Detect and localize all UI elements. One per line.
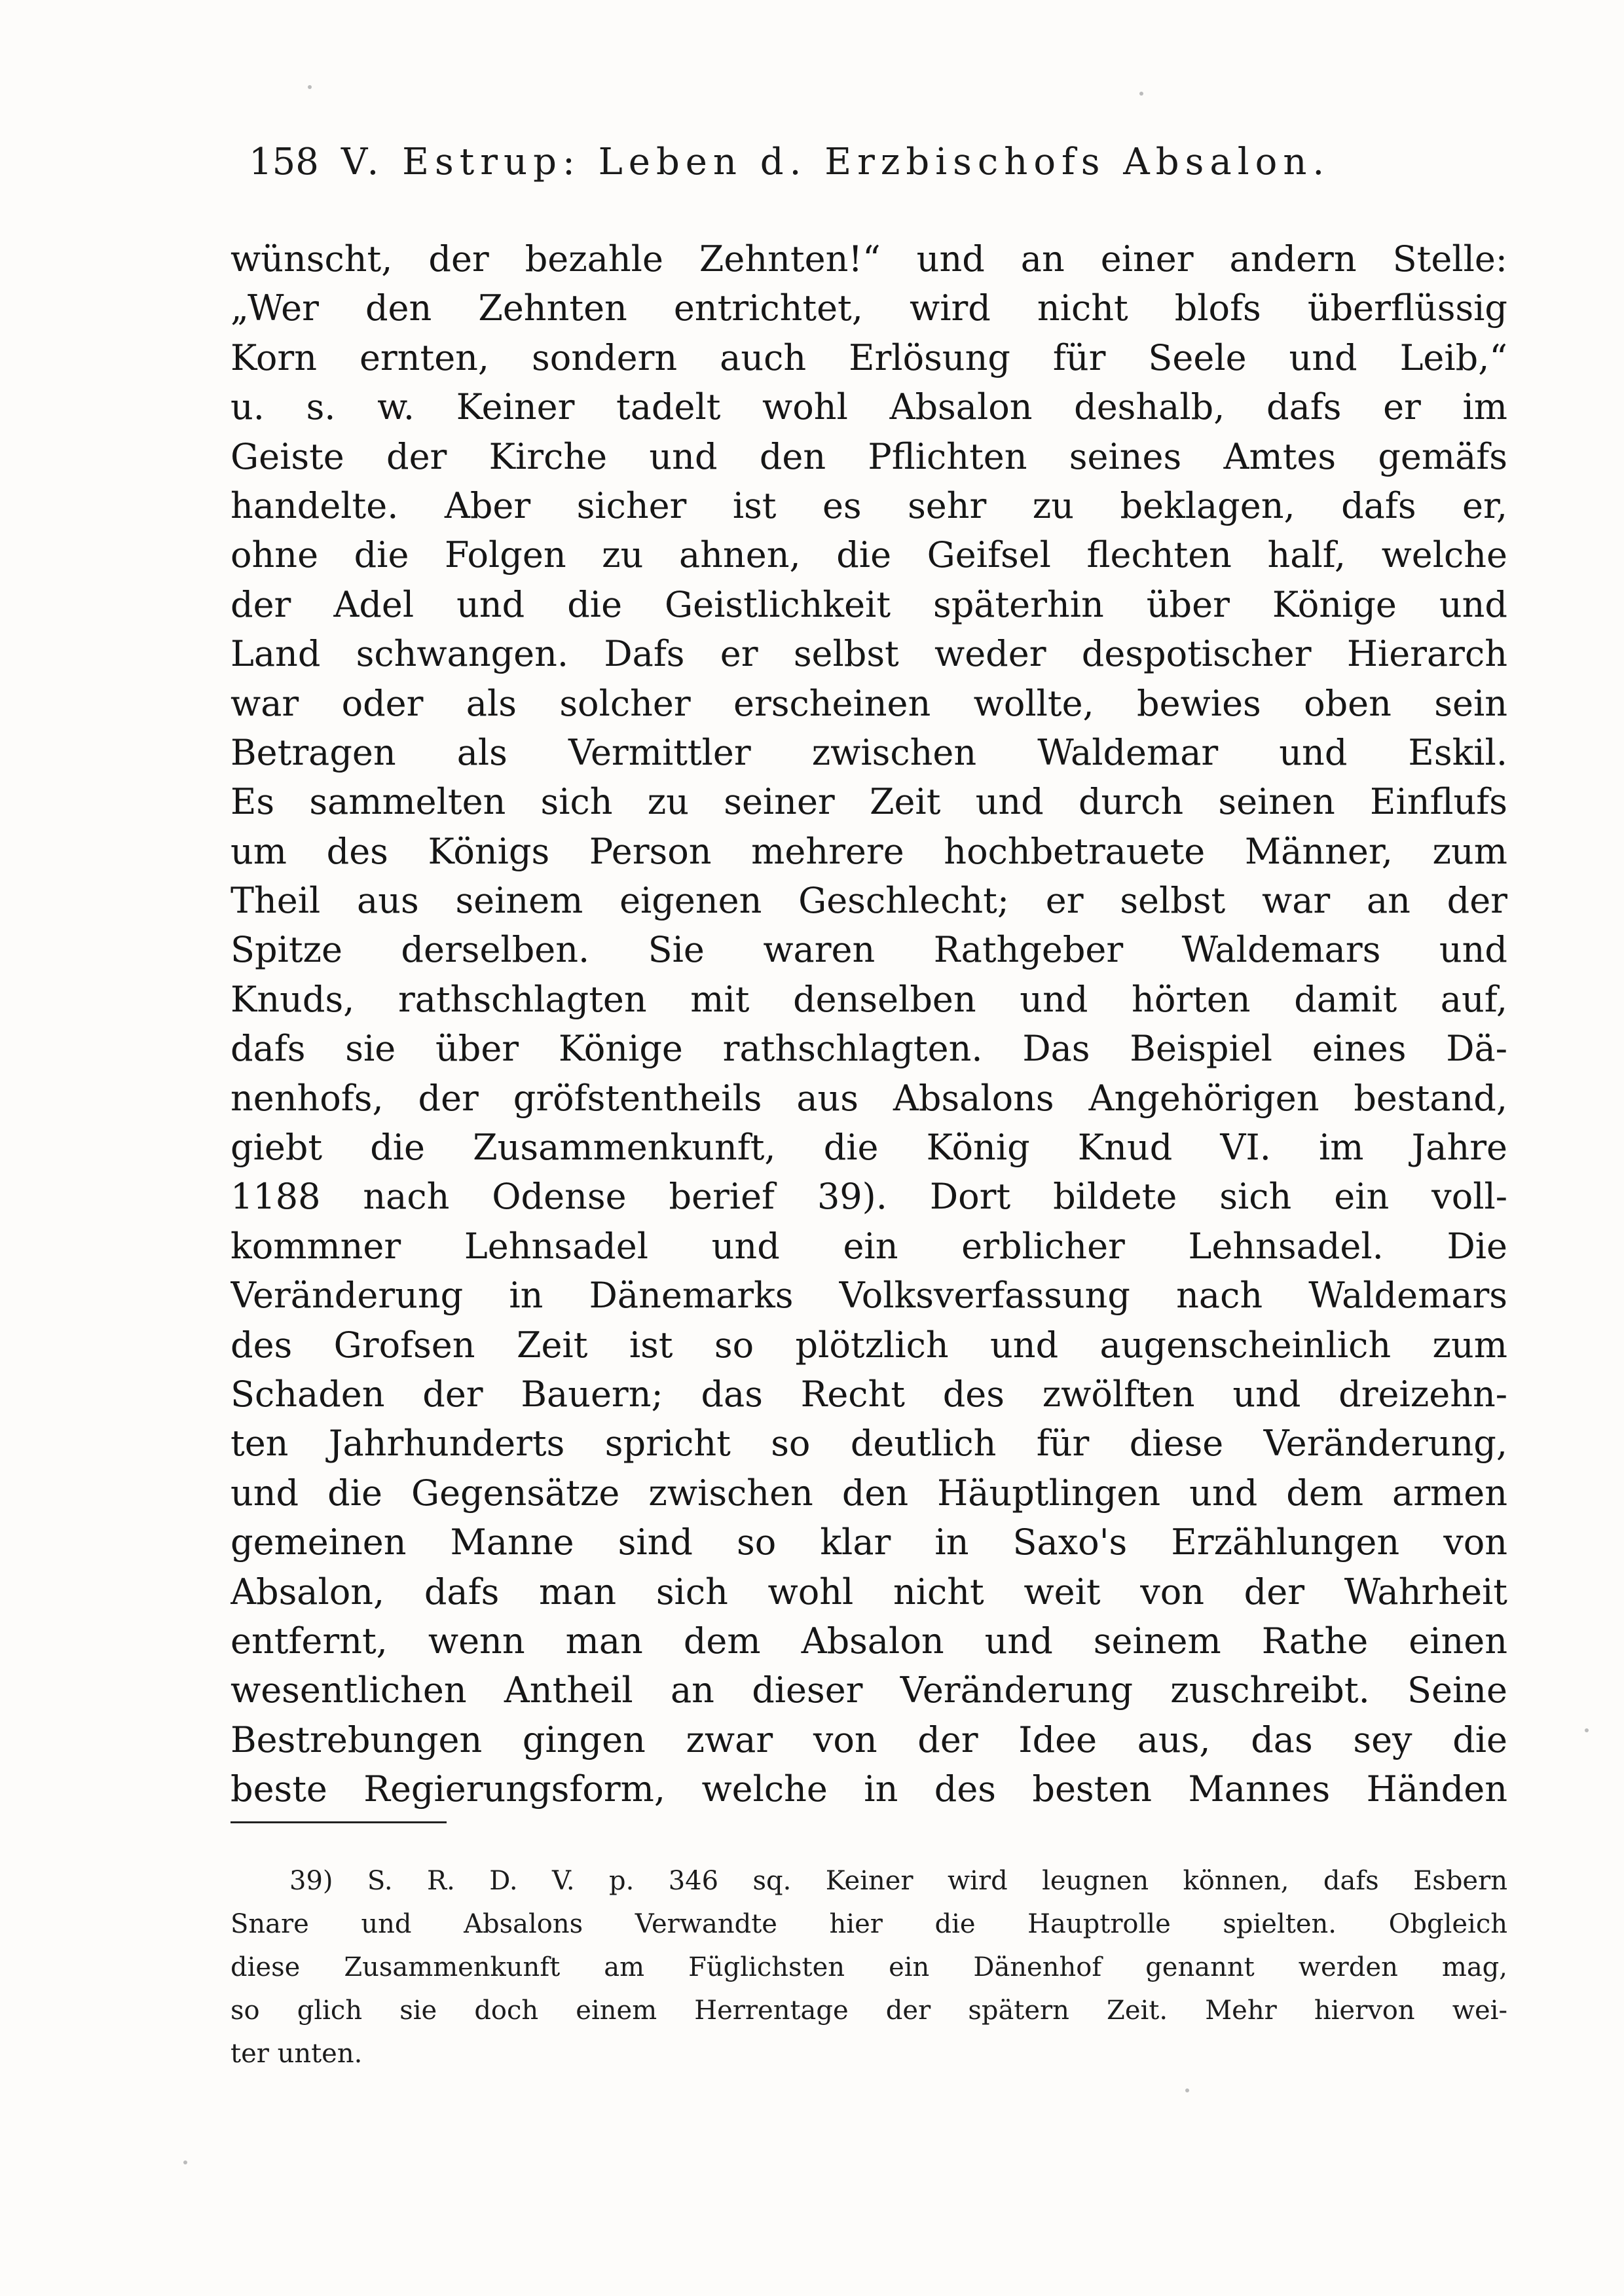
text-line: nenhofs, der gröfstentheils aus Absalons Angehörigen bestand, bbox=[231, 1077, 1507, 1119]
text-line: der Adel und die Geistlichkeit späterhin über Könige und bbox=[231, 583, 1507, 625]
text-line: Land schwangen. Dafs er selbst weder despotischer Hierarch bbox=[231, 633, 1507, 675]
text-line: Es sammelten sich zu seiner Zeit und durch seinen Einflufs bbox=[231, 781, 1507, 823]
text-line: Korn ernten, sondern auch Erlösung für Seele und Leib,“ bbox=[231, 337, 1507, 378]
text-line: des Grofsen Zeit ist so plötzlich und augenscheinlich zum bbox=[231, 1324, 1507, 1366]
text-line: wesentlichen Antheil an dieser Veränderung zuschreibt. Seine bbox=[231, 1669, 1507, 1711]
main-text bbox=[231, 234, 1507, 1814]
text-line: um des Königs Person mehrere hochbetrauete Männer, zum bbox=[231, 830, 1507, 872]
text-line: Theil aus seinem eigenen Geschlecht; er selbst war an der bbox=[231, 880, 1507, 922]
page-header bbox=[249, 141, 1513, 183]
text-line: Betragen als Vermittler zwischen Waldemar und Eskil. bbox=[231, 731, 1507, 773]
footnote-line: 39) S. R. D. V. p. 346 sq. Keiner wird leugnen können, dafs Esbern bbox=[289, 1866, 1507, 1896]
footnote-separator bbox=[231, 1821, 447, 1823]
text-line: kommner Lehnsadel und ein erblicher Lehnsadel. Die bbox=[231, 1225, 1507, 1267]
scan-speck bbox=[1185, 2088, 1189, 2092]
text-line: und die Gegensätze zwischen den Häuptlingen und dem armen bbox=[231, 1472, 1507, 1514]
footnotes bbox=[231, 1859, 1507, 2075]
text-line: 1188 nach Odense berief 39). Dort bildete sich ein voll- bbox=[231, 1176, 1507, 1218]
text-line: Bestrebungen gingen zwar von der Idee aus, das sey die bbox=[231, 1719, 1507, 1760]
footnote-line: diese Zusammenkunft am Füglichsten ein Dänenhof genannt werden mag, bbox=[231, 1952, 1507, 1982]
text-line: handelte. Aber sicher ist es sehr zu beklagen, dafs er, bbox=[231, 484, 1507, 526]
footnote-line: Snare und Absalons Verwandte hier die Hauptrolle spielten. Obgleich bbox=[231, 1909, 1507, 1939]
text-line: wünscht, der bezahle Zehnten!“ und an einer andern Stelle: bbox=[231, 238, 1507, 280]
footnote-line: ter unten. bbox=[231, 2039, 363, 2069]
scan-speck bbox=[1139, 92, 1143, 96]
text-line: dafs sie über Könige rathschlagten. Das Beispiel eines Dä- bbox=[231, 1028, 1507, 1070]
text-line: Geiste der Kirche und den Pflichten seines Amtes gemäfs bbox=[231, 435, 1507, 477]
scan-speck bbox=[183, 2160, 187, 2164]
text-line: beste Regierungsform, welche in des besten Mannes Händen bbox=[231, 1768, 1507, 1810]
footnote-line: so glich sie doch einem Herrentage der spätern Zeit. Mehr hiervon wei- bbox=[231, 1995, 1507, 2026]
text-line: „Wer den Zehnten entrichtet, wird nicht blofs überflüssig bbox=[231, 287, 1507, 329]
text-line: entfernt, wenn man dem Absalon und seinem Rathe einen bbox=[231, 1620, 1507, 1662]
text-line: Knuds, rathschlagten mit denselben und hörten damit auf, bbox=[231, 978, 1507, 1020]
text-line: Spitze derselben. Sie waren Rathgeber Waldemars und bbox=[231, 929, 1507, 971]
scan-speck bbox=[1585, 1728, 1589, 1732]
text-line: u. s. w. Keiner tadelt wohl Absalon deshalb, dafs er im bbox=[231, 386, 1507, 428]
text-line: war oder als solcher erscheinen wollte, bewies oben sein bbox=[231, 682, 1507, 724]
text-line: giebt die Zusammenkunft, die König Knud VI. im Jahre bbox=[231, 1127, 1507, 1169]
text-line: Schaden der Bauern; das Recht des zwölften und dreizehn- bbox=[231, 1373, 1507, 1415]
text-line: gemeinen Manne sind so klar in Saxo's Erzählungen von bbox=[231, 1522, 1507, 1563]
scan-speck bbox=[308, 85, 312, 89]
text-line: ten Jahrhunderts spricht so deutlich für diese Veränderung, bbox=[231, 1423, 1507, 1465]
running-title: V. Estrup: Leben d. Erzbischofs Absalon. bbox=[341, 141, 1331, 183]
text-line: Absalon, dafs man sich wohl nicht weit von der Wahrheit bbox=[231, 1571, 1507, 1613]
text-line: Veränderung in Dänemarks Volksverfassung nach Waldemars bbox=[231, 1275, 1507, 1317]
text-line: ohne die Folgen zu ahnen, die Geifsel flechten half, welche bbox=[231, 534, 1507, 576]
page-number: 158 bbox=[249, 141, 319, 183]
